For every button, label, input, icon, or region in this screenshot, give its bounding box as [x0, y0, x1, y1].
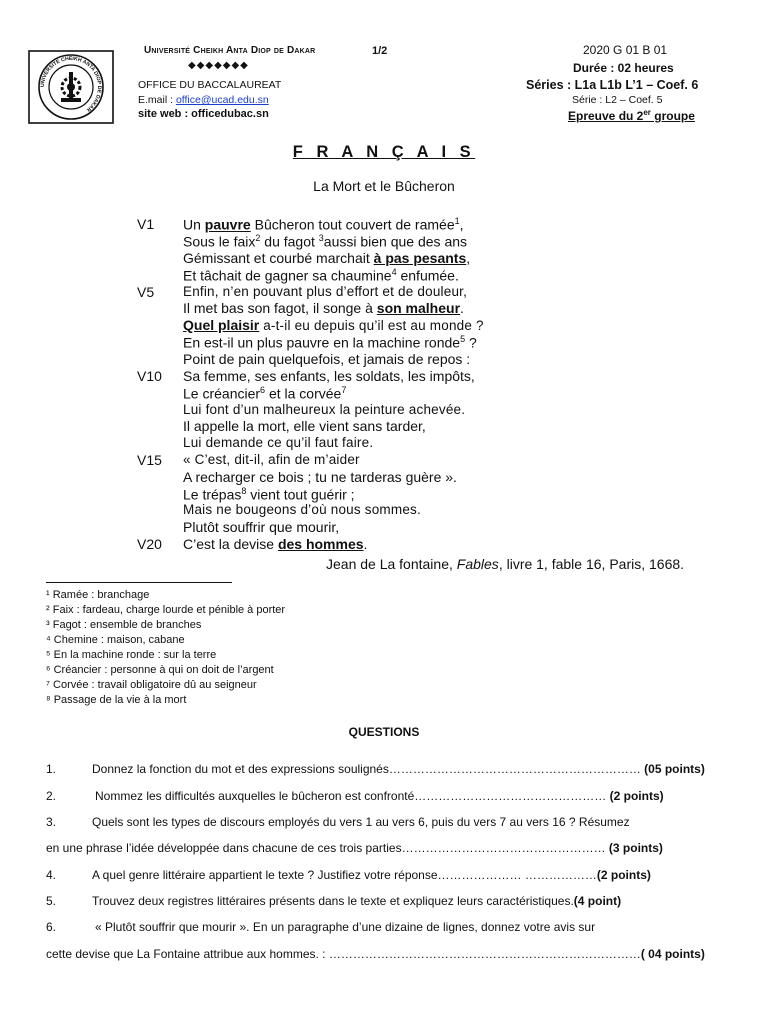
poem-line: Gémissant et courbé marchait à pas pesants,: [183, 250, 471, 266]
question-4: A quel genre littéraire appartient le texte ? Justifiez votre réponse………………… ………………(2 points): [92, 868, 651, 882]
question-1: Donnez la fonction du mot et des expressions soulignés……………………………………………………… (05 points): [92, 762, 705, 776]
footnote: ⁷ Corvée : travail obligatoire dû au seigneur: [46, 679, 257, 691]
exam-series-primary: Séries : L1a L1b L’1 – Coef. 6: [526, 78, 699, 92]
poem-line: Mais ne bougeons d’où nous sommes.: [183, 502, 421, 517]
poem-line: Il met bas son fagot, il songe à son malheur.: [183, 300, 464, 316]
poem-line: Lui font d’un malheureux la peinture achevée.: [183, 402, 466, 417]
footnote: ¹ Ramée : branchage: [46, 589, 150, 601]
poem-line: Lui demande ce qu’il faut faire.: [183, 435, 374, 450]
footnote: ⁵ En la machine ronde : sur la terre: [46, 649, 217, 661]
footnote: ³ Fagot : ensemble de branches: [46, 619, 202, 631]
poem-line: Enfin, n’en pouvant plus d’effort et de douleur,: [183, 284, 468, 299]
question-5: Trouvez deux registres littéraires présents dans le texte et expliquez leurs caractéristiques.(4 point): [92, 894, 622, 908]
poem-line: Le créancier$^6$ et la corvée$^7$: [183, 385, 347, 402]
poem-attribution: Jean de La fontaine, Fables, livre 1, fable 16, Paris, 1668.: [326, 556, 685, 572]
poem-line: C’est la devise des hommes.: [183, 536, 368, 552]
verse-number: V5: [137, 284, 155, 300]
question-number: 4.: [46, 868, 57, 882]
email-link[interactable]: office@ucad.edu.sn: [175, 94, 269, 106]
poem-line: A recharger ce bois ; tu ne tarderas guère ».: [183, 469, 457, 485]
question-6: « Plutôt souffrir que mourir ». En un paragraphe d’une dizaine de lignes, donnez votre avis sur: [95, 920, 596, 934]
page-title: F R A N Ç A I S: [292, 143, 476, 161]
footnote: ⁸ Passage de la vie à la mort: [46, 694, 187, 706]
page-number: 1/2: [372, 45, 388, 57]
exam-series-secondary: Série : L2 – Coef. 5: [572, 94, 663, 106]
poem-line: En est-il un plus pauvre en la machine ronde$^5$ ?: [183, 334, 477, 351]
poem-line: Sa femme, ses enfants, les soldats, les impôts,: [183, 368, 475, 384]
footnote: ² Faix : fardeau, charge lourde et pénible à porter: [46, 604, 286, 616]
verse-number: V1: [137, 216, 155, 232]
email-line: [138, 94, 269, 106]
question-number: 2.: [46, 789, 57, 803]
poem-line: « C’est, dit-il, afin de m’aider: [183, 452, 360, 467]
footnote: ⁶ Créancier : personne à qui on doit de l’argent: [46, 664, 274, 676]
verse-number: V20: [137, 536, 162, 552]
svg-text:UNIVERSITE CHEIKH ANTA DIOP DE: UNIVERSITE CHEIKH ANTA DIOP DE DAKAR: [39, 55, 103, 113]
poem-line: Sous le faix$^2$ du fagot $^3$aussi bien que des ans: [183, 233, 468, 250]
question-number: 3.: [46, 815, 57, 829]
email-label: E.mail :: [138, 94, 176, 106]
question-number: 1.: [46, 762, 57, 776]
exam-code: 2020 G 01 B 01: [583, 43, 668, 57]
question-6-continued: cette devise que La Fontaine attribue aux hommes. : ……………………………………………………………………( 04 points): [46, 947, 705, 961]
poem-line: Un pauvre Bûcheron tout couvert de ramée$^1$,: [183, 216, 464, 233]
poem-line: Et tâchait de gagner sa chaumine$^4$ enfumée.: [183, 267, 459, 284]
question-number: 5.: [46, 894, 57, 908]
decorative-separator: ◆◆◆◆◆◆◆: [188, 60, 249, 71]
verse-number: V10: [137, 368, 162, 384]
poem-line: Quel plaisir a-t-il eu depuis qu’il est au monde ?: [183, 317, 484, 333]
poem-title: La Mort et le Bûcheron: [313, 178, 455, 194]
poem-line: Plutôt souffrir que mourir,: [183, 519, 340, 535]
questions-heading: QUESTIONS: [348, 725, 420, 739]
exam-duration: Durée : 02 heures: [573, 61, 674, 75]
question-3-continued: en une phrase l’idée développée dans chacune de ces trois parties…………………………………………… (3 points): [46, 841, 663, 855]
poem-line: Il appelle la mort, elle vient sans tarder,: [183, 418, 426, 434]
university-seal-logo: [28, 50, 114, 124]
question-3: Quels sont les types de discours employés du vers 1 au vers 6, puis du vers 7 au vers 16 ? Résumez: [92, 815, 630, 829]
footnote-divider: [46, 582, 232, 583]
exam-group: Epreuve du 2er groupe: [568, 108, 695, 123]
footnote: ⁴ Chemine : maison, cabane: [46, 634, 185, 646]
question-number: 6.: [46, 920, 57, 934]
website-line: site web : officedubac.sn: [138, 108, 269, 120]
office-name: OFFICE DU BACCALAUREAT: [138, 79, 282, 91]
poem-line: Le trépas$^8$ vient tout guérir ;: [183, 486, 355, 503]
verse-number: V15: [137, 452, 162, 468]
question-2: Nommez les difficultés auxquelles le bûcheron est confronté………………………………………… (2 points): [95, 789, 664, 803]
poem-line: Point de pain quelquefois, et jamais de repos :: [183, 351, 471, 367]
university-name: Université Cheikh Anta Diop de Dakar: [144, 45, 316, 56]
